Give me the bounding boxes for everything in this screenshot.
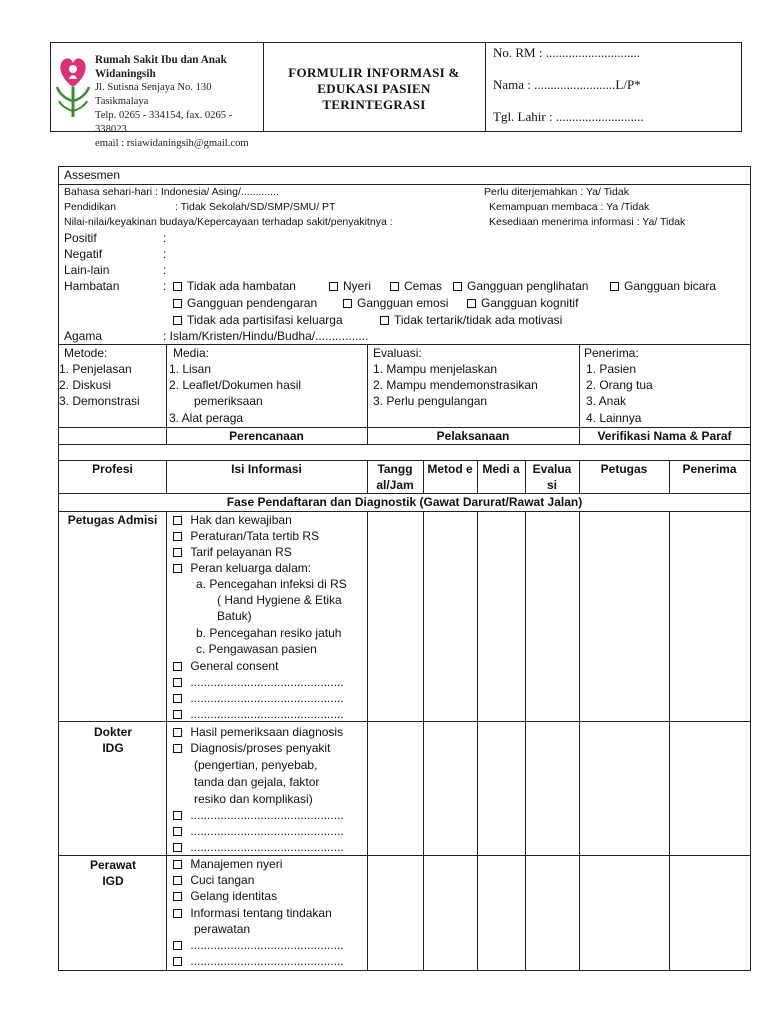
education-form-table — [58, 166, 751, 971]
info-label: Diagnosis/proses penyakit — [190, 741, 331, 755]
checkbox-icon[interactable] — [173, 662, 182, 671]
hambatan-option-emosi[interactable] — [343, 295, 448, 311]
info-label: Hak dan kewajiban — [190, 513, 292, 527]
checkbox-icon[interactable] — [173, 941, 182, 950]
pendidikan-value: : Tidak Sekolah/SD/SMP/SMU/ PT — [175, 201, 336, 213]
checkbox-icon[interactable] — [173, 811, 182, 820]
info-subitem: a. Pencegahan infeksi di RS — [196, 577, 347, 591]
info-label: Peran keluarga dalam: — [190, 561, 312, 575]
checkbox-icon[interactable] — [173, 299, 182, 308]
info-label: Informasi tentang tindakan — [190, 906, 332, 920]
checkbox-icon[interactable] — [610, 282, 619, 291]
info-subitem: b. Pencegahan resiko jatuh — [196, 626, 342, 640]
col-header-metode: Metod e — [427, 462, 473, 476]
form-header — [50, 42, 742, 149]
info-subitem: (pengertian, penyebab, — [194, 758, 318, 772]
col-divider — [423, 511, 424, 971]
checkbox-icon[interactable] — [173, 678, 182, 687]
pendidikan-label: Pendidikan — [64, 201, 116, 213]
row-divider — [59, 444, 750, 445]
hospital-address: Jl. Sutisna Senjaya No. 130 Tasikmalaya — [95, 82, 212, 107]
form-title-line: FORMULIR INFORMASI & — [288, 65, 460, 80]
nama-field[interactable]: Nama : .........................L/P* — [493, 77, 641, 92]
metode-item: 2. Diskusi — [59, 378, 112, 392]
tgl-lahir-field[interactable]: Tgl. Lahir : ........................... — [493, 109, 644, 124]
blank-line: .............................................. — [190, 675, 344, 689]
info-subitem: Batuk) — [217, 609, 252, 623]
row-divider — [59, 721, 750, 722]
colon: : — [163, 279, 167, 293]
info-item-blank[interactable] — [173, 839, 344, 855]
option-label: Gangguan penglihatan — [467, 279, 589, 293]
info-label: Manajemen nyeri — [190, 857, 283, 871]
info-item[interactable] — [173, 905, 332, 921]
media-title: Media: — [173, 346, 210, 360]
option-label: Gangguan emosi — [357, 296, 449, 310]
info-item[interactable] — [173, 740, 330, 756]
perencanaan-header: Perencanaan — [229, 429, 304, 443]
kesediaan-field: Kesediaan menerima informasi : Ya/ Tidak — [489, 216, 686, 228]
hambatan-option-motivasi[interactable] — [380, 312, 562, 328]
checkbox-icon[interactable] — [173, 728, 182, 737]
info-subitem: perawatan — [194, 922, 251, 936]
option-label: Nyeri — [343, 279, 372, 293]
negatif-label: Negatif — [64, 247, 103, 261]
info-label: Peraturan/Tata tertib RS — [190, 529, 320, 543]
evaluasi-title: Evaluasi: — [373, 346, 422, 360]
info-item[interactable] — [173, 528, 319, 544]
info-label: Tarif pelayanan RS — [190, 545, 292, 559]
hambatan-option-nyeri[interactable] — [329, 278, 371, 294]
penerima-item: 1. Pasien — [586, 362, 637, 376]
evaluasi-item: 3. Perlu pengulangan — [373, 394, 488, 408]
checkbox-icon[interactable] — [173, 710, 182, 719]
hambatan-option-tidak-ada[interactable] — [173, 278, 296, 294]
option-label: Tidak ada partisifasi keluarga — [187, 313, 343, 327]
col-divider — [166, 511, 167, 971]
checkbox-icon[interactable] — [173, 282, 182, 291]
checkbox-icon[interactable] — [380, 316, 389, 325]
col-divider — [669, 511, 670, 971]
col-header-tanggal: Tangg al/Jam — [376, 462, 414, 492]
option-label: Tidak tertarik/tidak ada motivasi — [394, 313, 563, 327]
perlu-diterjemahkan-field: Perlu diterjemahkan : Ya/ Tidak — [484, 186, 629, 198]
media-item: 3. Alat peraga — [169, 411, 244, 425]
colon: : — [163, 263, 167, 277]
info-subitem: ( Hand Hygiene & Etika — [217, 593, 342, 607]
col-divider — [525, 511, 526, 971]
info-item-blank[interactable] — [173, 823, 344, 839]
agama-label: Agama — [64, 329, 103, 343]
option-label: Tidak ada hambatan — [187, 279, 296, 293]
info-subitem: c. Pengawasan pasien — [196, 642, 317, 656]
hambatan-label: Hambatan — [64, 279, 120, 293]
col-divider — [423, 460, 424, 493]
positif-label: Positif — [64, 231, 97, 245]
blank-line: .............................................. — [190, 691, 344, 705]
nilai-keyakinan-field: Nilai-nilai/keyakinan budaya/Kepercayaan terhadap sakit/penyakitnya : — [64, 216, 393, 228]
col-divider — [477, 511, 478, 971]
col-header-penerima: Penerima — [682, 462, 737, 476]
checkbox-icon[interactable] — [173, 892, 182, 901]
info-item-blank[interactable] — [173, 953, 344, 969]
penerima-item: 2. Orang tua — [586, 378, 653, 392]
agama-value: : Islam/Kristen/Hindu/Budha/................ — [163, 329, 369, 343]
blank-line: .............................................. — [190, 840, 344, 854]
col-divider — [477, 460, 478, 493]
option-label: Gangguan kognitif — [481, 296, 579, 310]
header-divider — [485, 43, 486, 131]
checkbox-icon[interactable] — [329, 282, 338, 291]
colon: : — [163, 247, 167, 261]
info-item[interactable] — [173, 512, 292, 528]
info-item-blank[interactable] — [173, 937, 344, 953]
checkbox-icon[interactable] — [173, 744, 182, 753]
info-item[interactable] — [173, 856, 282, 872]
penerima-item: 4. Lainnya — [586, 411, 642, 425]
info-label: Hasil pemeriksaan diagnosis — [190, 725, 344, 739]
col-header-isi-informasi: Isi Informasi — [231, 462, 302, 476]
phase-title: Fase Pendaftaran dan Diagnostik (Gawat Darurat/Rawat Jalan) — [226, 495, 583, 509]
info-item[interactable] — [173, 560, 311, 576]
pelaksanaan-header: Pelaksanaan — [436, 429, 510, 443]
info-item[interactable] — [173, 724, 343, 740]
checkbox-icon[interactable] — [173, 957, 182, 966]
col-header-petugas: Petugas — [600, 462, 648, 476]
blank-line: .............................................. — [190, 707, 344, 721]
checkbox-icon[interactable] — [343, 299, 352, 308]
checkbox-icon[interactable] — [173, 843, 182, 852]
hospital-info — [95, 53, 263, 151]
info-label: General consent — [190, 659, 279, 673]
hambatan-option-pendengaran[interactable] — [173, 295, 317, 311]
hambatan-option-kognitif[interactable] — [467, 295, 578, 311]
form-title-line: EDUKASI PASIEN — [317, 81, 431, 96]
checkbox-icon[interactable] — [173, 694, 182, 703]
checkbox-icon[interactable] — [173, 316, 182, 325]
profesi-petugas-admisi: Petugas Admisi — [67, 513, 158, 527]
info-item-blank[interactable] — [173, 690, 344, 706]
hospital-logo — [53, 51, 93, 121]
evaluasi-item: 1. Mampu menjelaskan — [373, 362, 498, 376]
col-header-media: Medi a — [482, 462, 520, 476]
info-item[interactable] — [173, 888, 277, 904]
assesmen-title: Assesmen — [64, 168, 121, 182]
blank-line: .............................................. — [190, 808, 344, 822]
checkbox-icon[interactable] — [173, 516, 182, 525]
checkbox-icon[interactable] — [173, 909, 182, 918]
col-divider — [525, 460, 526, 493]
info-item[interactable] — [173, 658, 278, 674]
col-header-evaluasi: Evalua si — [532, 462, 572, 492]
info-item[interactable] — [173, 872, 254, 888]
blank-line: .............................................. — [190, 938, 344, 952]
media-item: 2. Leaflet/Dokumen hasil — [169, 378, 302, 392]
bahasa-field: Bahasa sehari-hari : Indonesia/ Asing/............. — [64, 186, 279, 198]
blank-line: .............................................. — [190, 954, 344, 968]
info-subitem: tanda dan gejala, faktor — [194, 775, 320, 789]
kemampuan-membaca-field: Kemampuan membaca : Ya /Tidak — [489, 201, 650, 213]
col-divider — [579, 511, 580, 971]
row-divider — [59, 855, 750, 856]
metode-item: 1. Penjelasan — [59, 362, 132, 376]
media-item: 1. Lisan — [169, 362, 212, 376]
metode-item: 3. Demonstrasi — [59, 394, 140, 408]
hambatan-option-penglihatan[interactable] — [453, 278, 588, 294]
hambatan-option-bicara[interactable] — [610, 278, 716, 294]
hospital-phone: Telp. 0265 - 334154, fax. 0265 - 338023 — [95, 110, 233, 135]
checkbox-icon[interactable] — [173, 876, 182, 885]
metode-title: Metode: — [64, 346, 108, 360]
checkbox-icon[interactable] — [467, 299, 476, 308]
checkbox-icon[interactable] — [173, 532, 182, 541]
hospital-name: Rumah Sakit Ibu dan Anak Widaningsih — [95, 54, 227, 80]
option-label: Gangguan pendengaran — [187, 296, 318, 310]
info-label: Cuci tangan — [190, 873, 255, 887]
verifikasi-header: Verifikasi Nama & Paraf — [597, 429, 732, 443]
checkbox-icon[interactable] — [390, 282, 399, 291]
col-divider — [367, 511, 368, 971]
info-subitem: resiko dan komplikasi) — [194, 792, 313, 806]
info-item-blank[interactable] — [173, 706, 344, 722]
hospital-email: email : rsiawidaningsih@gmail.com — [95, 138, 249, 149]
option-label: Gangguan bicara — [624, 279, 717, 293]
media-item: pemeriksaan — [194, 394, 263, 408]
info-item[interactable] — [173, 544, 292, 560]
profesi-dokter-idg: Dokter IDG — [93, 725, 132, 755]
penerima-title: Penerima: — [584, 346, 639, 360]
option-label: Cemas — [404, 279, 443, 293]
lain-lain-label: Lain-lain — [64, 263, 110, 277]
checkbox-icon[interactable] — [453, 282, 462, 291]
form-title-line: TERINTEGRASI — [322, 97, 426, 112]
hambatan-option-cemas[interactable] — [390, 278, 442, 294]
checkbox-icon[interactable] — [173, 827, 182, 836]
info-item-blank[interactable] — [173, 674, 344, 690]
colon: : — [163, 231, 167, 245]
profesi-perawat-igd: Perawat IGD — [89, 858, 137, 888]
col-header-profesi: Profesi — [92, 462, 133, 476]
hambatan-option-partisipasi[interactable] — [173, 312, 343, 328]
checkbox-icon[interactable] — [173, 564, 182, 573]
blank-line: .............................................. — [190, 824, 344, 838]
no-rm-field[interactable]: No. RM : ............................. — [493, 45, 640, 60]
checkbox-icon[interactable] — [173, 860, 182, 869]
checkbox-icon[interactable] — [173, 548, 182, 557]
info-label: Gelang identitas — [190, 889, 278, 903]
penerima-item: 3. Anak — [586, 394, 627, 408]
info-item-blank[interactable] — [173, 807, 344, 823]
col-divider — [367, 460, 368, 493]
form-title — [264, 65, 484, 113]
evaluasi-item: 2. Mampu mendemonstrasikan — [373, 378, 538, 392]
